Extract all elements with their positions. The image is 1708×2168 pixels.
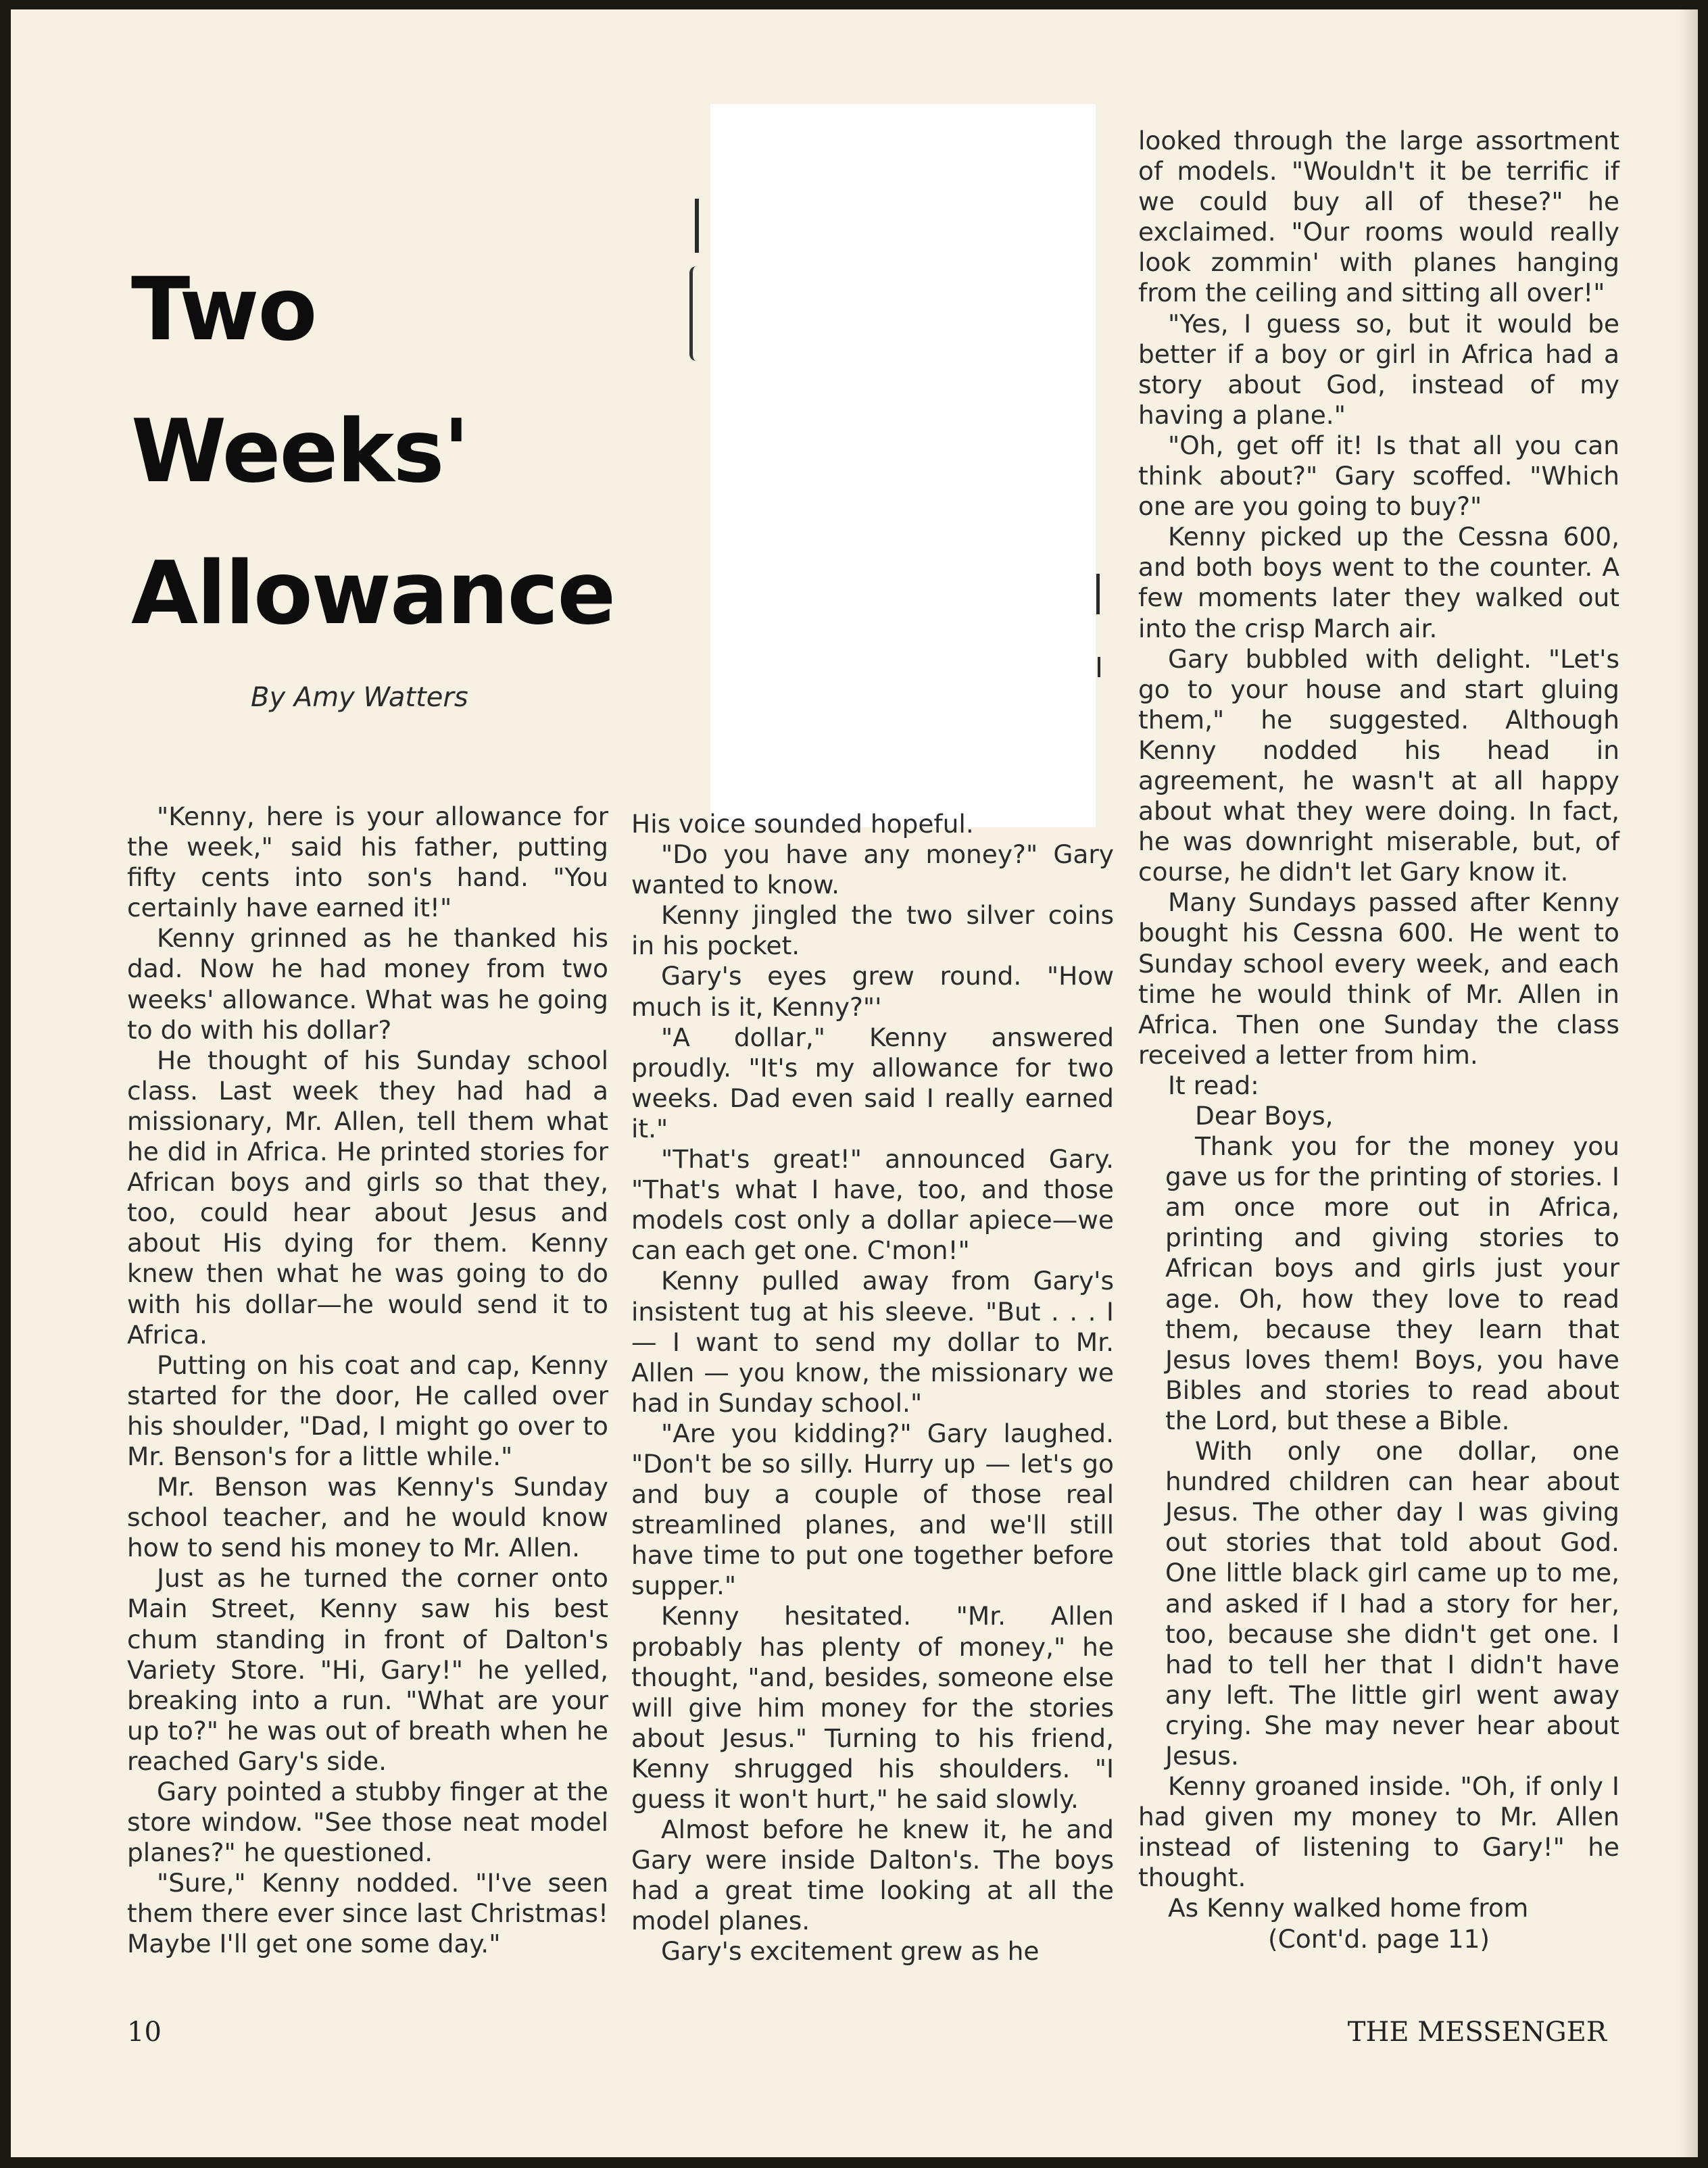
paragraph: Almost before he knew it, he and Gary were inside Dalton's. The boys had a great time looking at all the model planes. [631, 1815, 1114, 1936]
paragraph: "Sure," Kenny nodded. "I've seen them there ever since last Christmas! Maybe I'll get one some day." [127, 1868, 608, 1959]
paragraph: Mr. Benson was Kenny's Sunday school teacher, and he would know how to send his money to Mr. Allen. [127, 1472, 608, 1563]
paragraph: Gary pointed a stubby finger at the store window. "See those neat model planes?" he questioned. [127, 1777, 608, 1868]
paragraph: Many Sundays passed after Kenny bought his Cessna 600. He went to Sunday school every week, and each time he would think of Mr. Allen in Africa. Then one Sunday the class received a letter from him. [1138, 887, 1619, 1070]
title-line-2: Weeks' [131, 401, 468, 502]
text-column-2 [631, 809, 1114, 1967]
paragraph: "That's great!" announced Gary. "That's what I have, too, and those models cost only a dollar apiece—we can each get one. C'mon!" [631, 1144, 1114, 1266]
paragraph: It read: [1168, 1070, 1259, 1100]
paragraph: His voice sounded hopeful. [631, 809, 974, 839]
paragraph: Gary's eyes grew round. "How much is it, Kenny?"' [631, 961, 1114, 1022]
magazine-name: THE MESSENGER [1347, 2017, 1607, 2048]
letter-salutation: Dear Boys, [1195, 1101, 1334, 1131]
paragraph: Gary's excitement grew as he [661, 1936, 1040, 1967]
paragraph: Gary bubbled with delight. "Let's go to your house and start gluing them," he suggested. Although Kenny nodded his head in agreement, he wasn't at all happy about what they were doing. In fact, he was downright miserable, but, of course, he didn't let Gary know it. [1138, 643, 1619, 887]
title-line-3: Allowance [131, 543, 615, 644]
paragraph: looked through the large assortment of models. "Wouldn't it be terrific if we could buy all of these?" he exclaimed. "Our rooms would really look zommin' with planes hanging from the ceiling and sitting all over!" [1138, 126, 1619, 308]
continuation-note: (Cont'd. page 11) [1267, 1923, 1490, 1954]
text-column-3 [1138, 126, 1619, 1954]
letter-paragraph: With only one dollar, one hundred children can hear about Jesus. The other day I was giving out stories that told about God. One little black girl came up to me, and asked if I had a story for her, too, because she didn't get one. I had to tell her that I didn't have any left. The little girl went away crying. She may never hear about Jesus. [1165, 1436, 1619, 1771]
paragraph: Just as he turned the corner onto Main Street, Kenny saw his best chum standing in front of Dalton's Variety Store. "Hi, Gary!" he yelled, breaking into a run. "What are your up to?" he was out of breath when he reached Gary's side. [127, 1563, 608, 1776]
text-column-1 [127, 802, 608, 1960]
paragraph: "Do you have any money?" Gary wanted to know. [631, 839, 1114, 900]
paragraph: Kenny pulled away from Gary's insistent tug at his sleeve. "But . . . I — I want to send my dollar to Mr. Allen — you know, the missionary we had in Sunday school." [631, 1266, 1114, 1418]
illustration-edge-mark [695, 199, 699, 253]
paragraph: Kenny groaned inside. "Oh, if only I had given my money to Mr. Allen instead of listening to Gary!" he thought. [1138, 1771, 1619, 1893]
paragraph: Kenny hesitated. "Mr. Allen probably has plenty of money," he thought, "and, besides, someone else will give him money for the stories about Jesus." Turning to his friend, Kenny shrugged his shoulders. "I guess it won't hurt," he said slowly. [631, 1601, 1114, 1814]
title-line-1: Two [131, 260, 316, 360]
illustration-edge-mark [689, 266, 700, 361]
illustration-edge-mark [1096, 574, 1100, 614]
paragraph: He thought of his Sunday school class. Last week they had had a missionary, Mr. Allen, tell them what he did in Africa. He printed stories for African boys and girls so that they, too, could hear about Jesus and about His dying for them. Kenny knew then what he was going to do with his dollar—he would send it to Africa. [127, 1045, 608, 1350]
paragraph: "Oh, get off it! Is that all you can think about?" Gary scoffed. "Which one are you going to buy?" [1138, 430, 1619, 522]
paragraph: Putting on his coat and cap, Kenny started for the door, He called over his shoulder, "Dad, I might go over to Mr. Benson's for a little while." [127, 1350, 608, 1471]
paragraph: Kenny picked up the Cessna 600, and both boys went to the counter. A few moments later they walked out into the crisp March air. [1138, 522, 1619, 643]
paragraph: Kenny grinned as he thanked his dad. Now he had money from two weeks' allowance. What was he going to do with his dollar? [127, 923, 608, 1045]
paragraph: "A dollar," Kenny answered proudly. "It's my allowance for two weeks. Dad even said I really earned it." [631, 1022, 1114, 1143]
illustration-placeholder [710, 104, 1096, 827]
byline: By Amy Watters [251, 682, 468, 713]
article-title [131, 239, 614, 665]
page-edge-shadow [1679, 9, 1698, 2157]
illustration-edge-mark [1098, 657, 1100, 677]
paragraph: As Kenny walked home from [1168, 1893, 1529, 1923]
letter-paragraph: Thank you for the money you gave us for the printing of stories. I am once more out in Africa, printing and giving stories to African boys and girls just your age. Oh, how they love to read them, because they learn that Jesus loves them! Boys, you have Bibles and stories to read about the Lord, but these a Bible. [1165, 1131, 1619, 1435]
paragraph: "Are you kidding?" Gary laughed. "Don't be so silly. Hurry up — let's go and buy a couple of those real streamlined planes, and we'll still have time to put one together before supper." [631, 1418, 1114, 1601]
magazine-page [11, 9, 1698, 2157]
paragraph: "Kenny, here is your allowance for the week," said his father, putting fifty cents into son's hand. "You certainly have earned it!" [127, 802, 608, 923]
page-number: 10 [127, 2017, 162, 2048]
paragraph: Kenny jingled the two silver coins in his pocket. [631, 900, 1114, 961]
paragraph: "Yes, I guess so, but it would be better if a boy or girl in Africa had a story about God, instead of my having a plane." [1138, 308, 1619, 430]
